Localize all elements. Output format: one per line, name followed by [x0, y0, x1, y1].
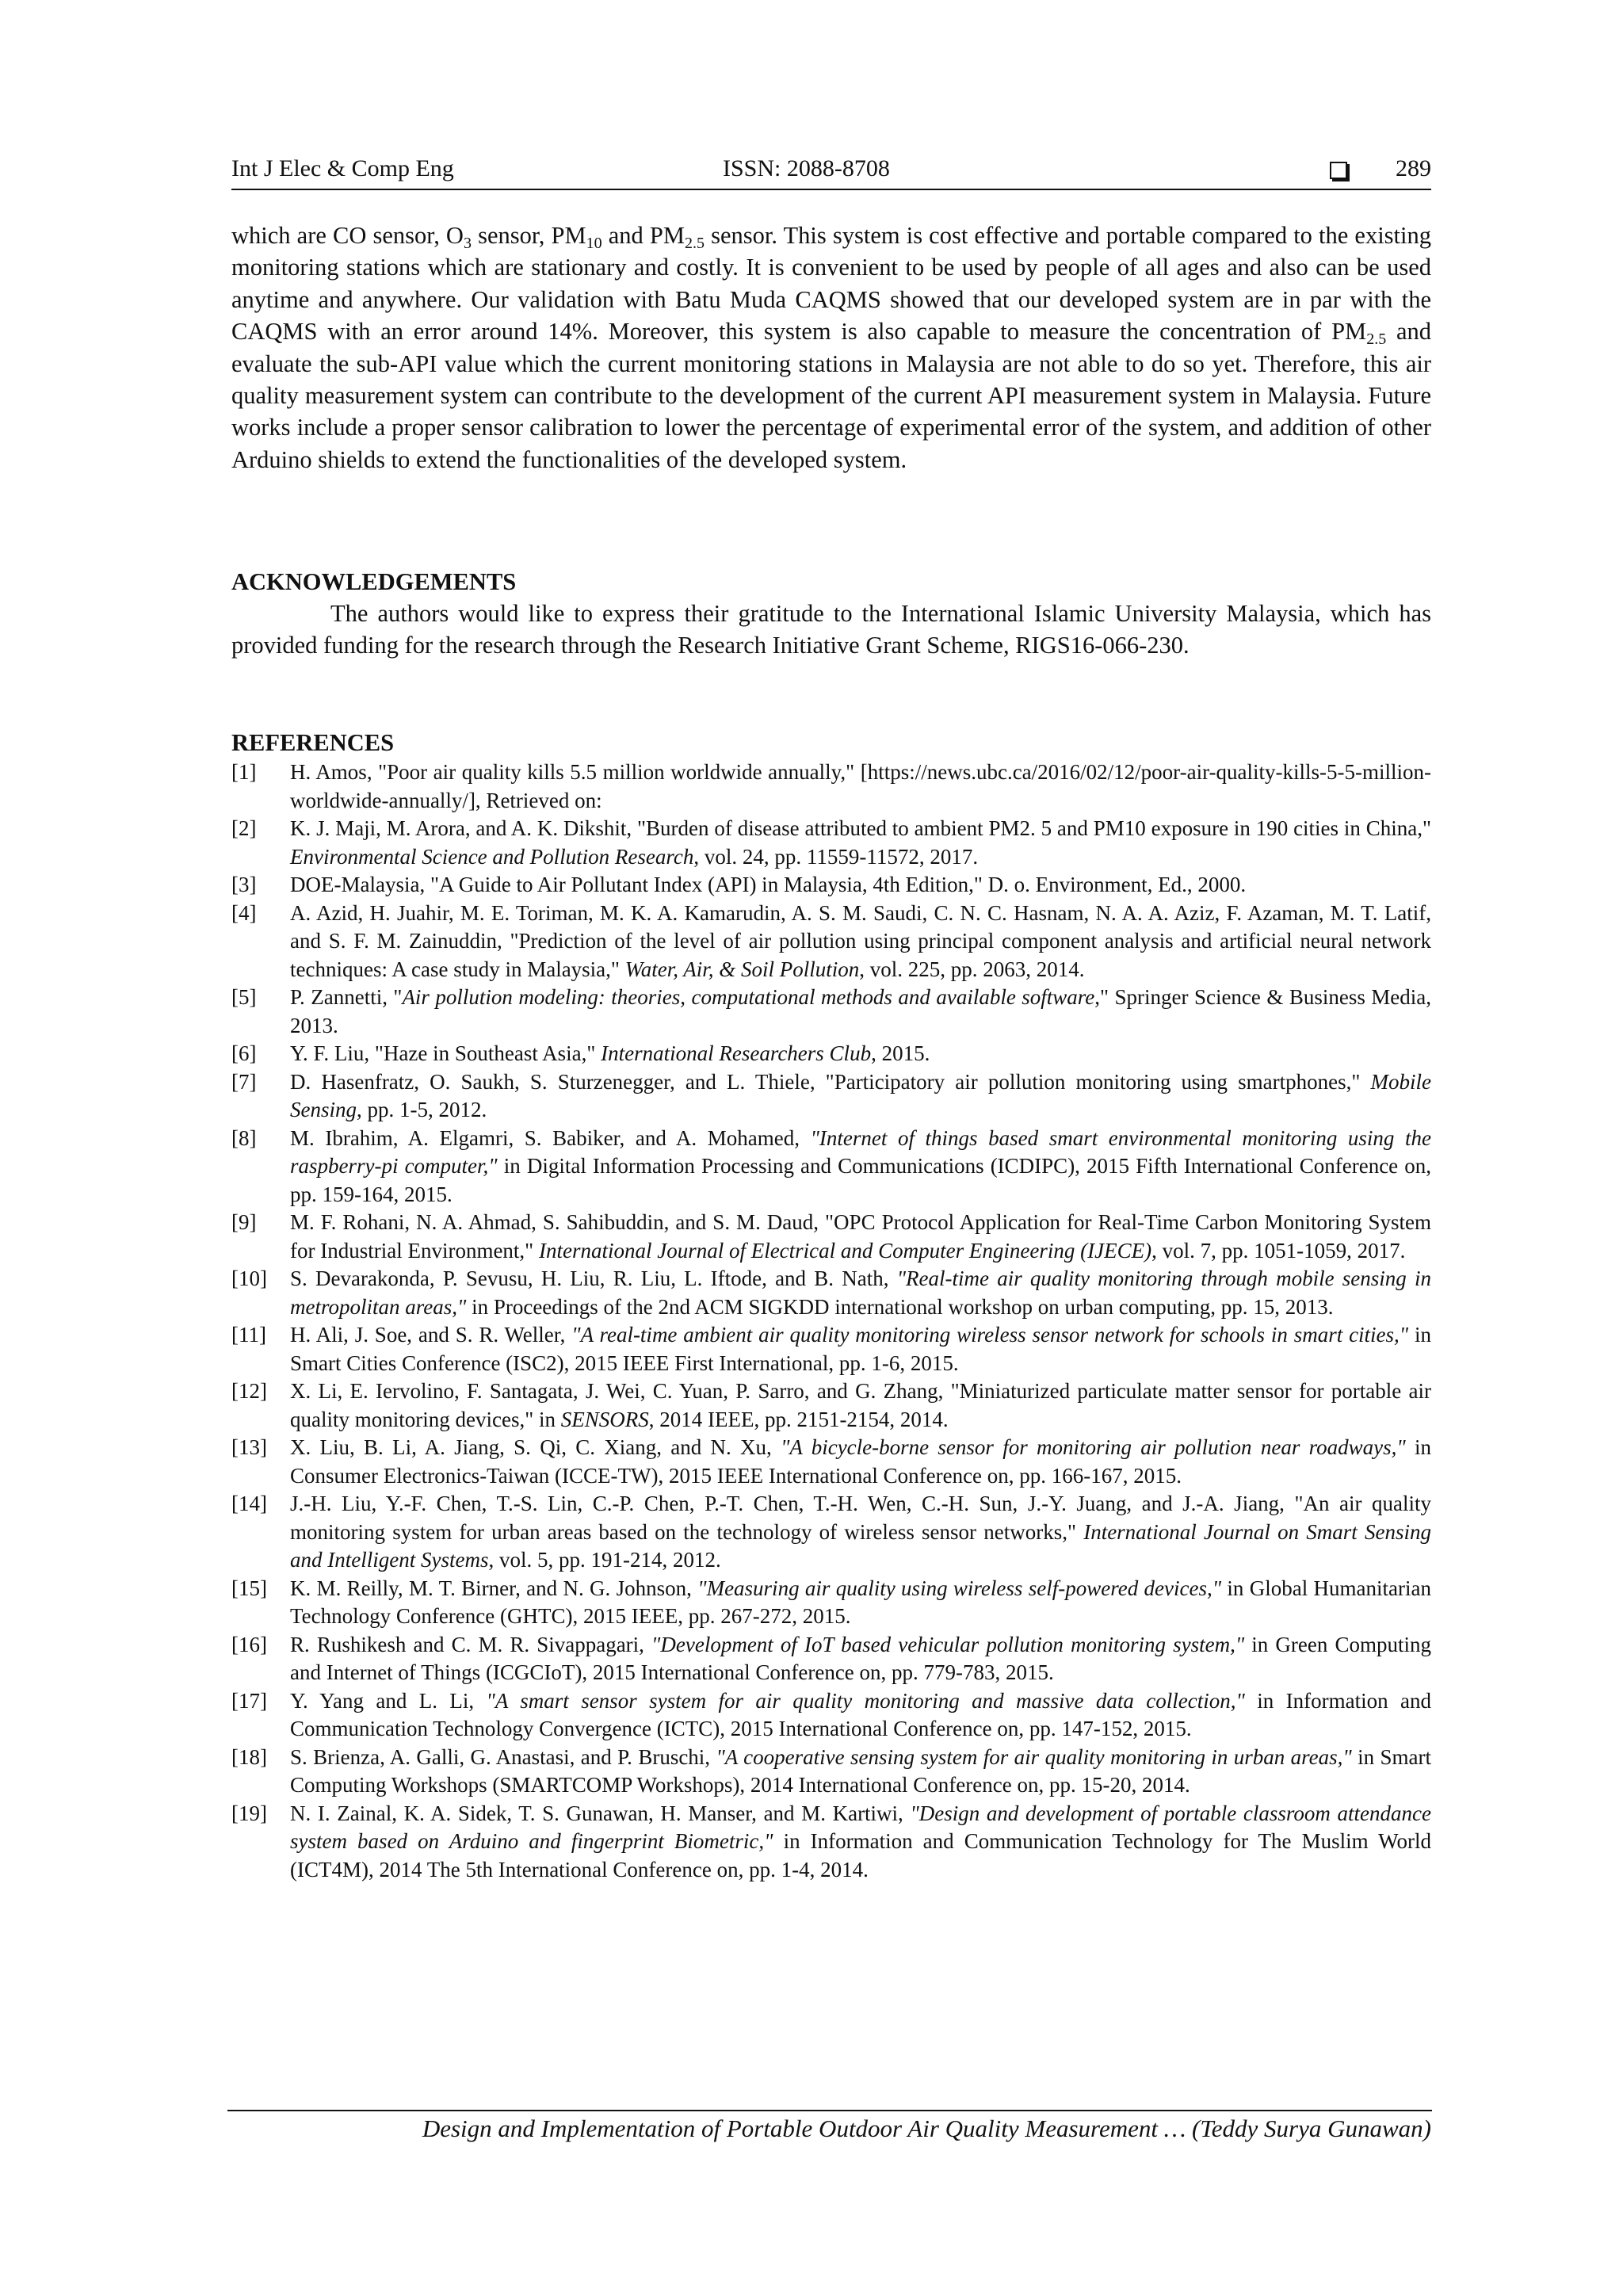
reference-item: [6] Y. F. Liu, "Haze in Southeast Asia," International Researchers Club, 2015.	[231, 1041, 930, 1065]
reference-item: [7] D. Hasenfratz, O. Saukh, S. Sturzenegger, and L. Thiele, "Participatory air pollution monitoring using smartphones," Mobile Sensing, pp. 1-5, 2012.	[231, 1069, 1431, 1121]
reference-item: [2] K. J. Maji, M. Arora, and A. K. Dikshit, "Burden of disease attributed to ambient PM2. 5 and PM10 exposure in 190 cities in China," Environmental Science and Pollution Research, vol. 24, pp. 11559-11572, 2017.	[231, 816, 1431, 869]
acknowledgements-text: The authors would like to express their gratitude to the International Islamic University Malaysia, which has provided funding for the research through the Research Initiative Grant Scheme, RIGS16-066-230.	[231, 600, 1431, 659]
footer-rule	[227, 2110, 1432, 2111]
page-number: 289	[1396, 155, 1431, 181]
acknowledgements-heading: ACKNOWLEDGEMENTS	[231, 568, 517, 595]
reference-item: [8] M. Ibrahim, A. Elgamri, S. Babiker, and A. Mohamed, "Internet of things based smart environmental monitoring using the raspberry-pi computer," in Digital Information Processing and Communications (ICDIPC), 2015 Fifth International Conference on, pp. 159-164, 2015.	[231, 1125, 1432, 1206]
reference-item: [14] J.-H. Liu, Y.-F. Chen, T.-S. Lin, C.-P. Chen, P.-T. Chen, T.-H. Wen, C.-H. Sun, J.-Y. Juang, and J.-A. Jiang, "An air quality monitoring system for urban areas based on the technology of wireless sensor networks," International Journal on Smart Sensing and Intelligent Systems, vol. 5, pp. 191-214, 2012.	[231, 1492, 1431, 1572]
reference-item: [5] P. Zannetti, "Air pollution modeling: theories, computational methods and available software," Springer Science & Business Media, 2013.	[231, 985, 1432, 1037]
reference-item: [11] H. Ali, J. Soe, and S. R. Weller, "A real-time ambient air quality monitoring wireless sensor network for schools in smart cities," in Smart Cities Conference (ISC2), 2015 IEEE First International, pp. 1-6, 2015.	[231, 1323, 1431, 1375]
reference-item: [10] S. Devarakonda, P. Sevusu, H. Liu, R. Liu, L. Iftode, and B. Nath, "Real-time air quality monitoring through mobile sensing in metropolitan areas," in Proceedings of the 2nd ACM SIGKDD international workshop on urban computing, pp. 15, 2013.	[231, 1266, 1432, 1319]
header-rule	[231, 189, 1431, 190]
conclusion-paragraph: which are CO sensor, $O_3$ sensor, $PM_{10}$ and $PM_{2.5}$ sensor. This system is cost effective and portable compared to the existing monitoring stations which are stationary and costly. It is convenient to be used by people of all ages and also can be used anytime and anywhere. Our validation with Batu Muda CAQMS showed that our developed system are in par with the CAQMS with an error around 14%. Moreover, this system is also capable to measure the concentration of $PM_{2.5}$ and evaluate the sub-API value which the current monitoring stations in Malaysia are not able to do so yet. Therefore, this air quality measurement system can contribute to the development of the current API measurement system in Malaysia. Future works include a proper sensor calibration to lower the percentage of experimental error of the system, and addition of other Arduino shields to extend the functionalities of the developed system.	[231, 222, 1431, 473]
reference-list	[231, 758, 1431, 1884]
reference-item: [17] Y. Yang and L. Li, "A smart sensor system for air quality monitoring and massive data collection," in Information and Communication Technology Convergence (ICTC), 2015 International Conference on, pp. 147-152, 2015.	[231, 1688, 1431, 1740]
reference-item: [16] R. Rushikesh and C. M. R. Sivappagari, "Development of IoT based vehicular pollution monitoring system," in Green Computing and Internet of Things (ICGCIoT), 2015 International Conference on, pp. 779-783, 2015.	[231, 1632, 1431, 1684]
reference-item: [3] DOE-Malaysia, "A Guide to Air Pollutant Index (API) in Malaysia, 4th Edition," D. o. Environment, Ed., 2000.	[231, 873, 1247, 896]
issn: ISSN: 2088-8708	[723, 155, 890, 181]
reference-item: [1] H. Amos, "Poor air quality kills 5.5 million worldwide annually," [https://news.ubc.ca/2016/02/12/poor-air-quality-kills-5-5-million-worldwide-annually/], Retrieved on:	[231, 760, 1431, 812]
reference-item: [4] A. Azid, H. Juahir, M. E. Toriman, M. K. A. Kamarudin, A. S. M. Saudi, C. N. C. Hasnam, N. A. A. Aziz, F. Azaman, M. T. Latif, and S. F. M. Zainuddin, "Prediction of the level of air pollution using principal component analysis and artificial neural network techniques: A case study in Malaysia," Water, Air, & Soil Pollution, vol. 225, pp. 2063, 2014.	[231, 900, 1431, 981]
running-header	[231, 155, 1431, 193]
reference-item: [18] S. Brienza, A. Galli, G. Anastasi, and P. Bruschi, "A cooperative sensing system for air quality monitoring in urban areas," in Smart Computing Workshops (SMARTCOMP Workshops), 2014 International Conference on, pp. 15-20, 2014.	[231, 1744, 1431, 1797]
running-footer: Design and Implementation of Portable Outdoor Air Quality Measurement … (Teddy Surya Gunawan)	[422, 2115, 1431, 2142]
reference-item: [13] X. Liu, B. Li, A. Jiang, S. Qi, C. Xiang, and N. Xu, "A bicycle-borne sensor for monitoring air pollution near roadways," in Consumer Electronics-Taiwan (ICCE-TW), 2015 IEEE International Conference on, pp. 166-167, 2015.	[231, 1435, 1431, 1488]
references-heading: REFERENCES	[231, 729, 395, 756]
reference-item: [9] M. F. Rohani, N. A. Ahmad, S. Sahibuddin, and S. M. Daud, "OPC Protocol Application for Real-Time Carbon Monitoring System for Industrial Environment," International Journal of Electrical and Computer Engineering (IJECE), vol. 7, pp. 1051-1059, 2017.	[231, 1210, 1431, 1263]
reference-item: [19] N. I. Zainal, K. A. Sidek, T. S. Gunawan, H. Manser, and M. Kartiwi, "Design and development of portable classroom attendance system based on Arduino and fingerprint Biometric," in Information and Communication Technology for The Muslim World (ICT4M), 2014 The 5th International Conference on, pp. 1-4, 2014.	[231, 1801, 1431, 1881]
journal-name: Int J Elec & Comp Eng	[231, 155, 454, 181]
square-bullet-icon	[1330, 162, 1347, 179]
reference-item: [12] X. Li, E. Iervolino, F. Santagata, J. Wei, C. Yuan, P. Sarro, and G. Zhang, "Miniaturized particulate matter sensor for portable air quality monitoring devices," in SENSORS, 2014 IEEE, pp. 2151-2154, 2014.	[231, 1379, 1431, 1431]
reference-item: [15] K. M. Reilly, M. T. Birner, and N. G. Johnson, "Measuring air quality using wireless self-powered devices," in Global Humanitarian Technology Conference (GHTC), 2015 IEEE, pp. 267-272, 2015.	[231, 1576, 1431, 1628]
